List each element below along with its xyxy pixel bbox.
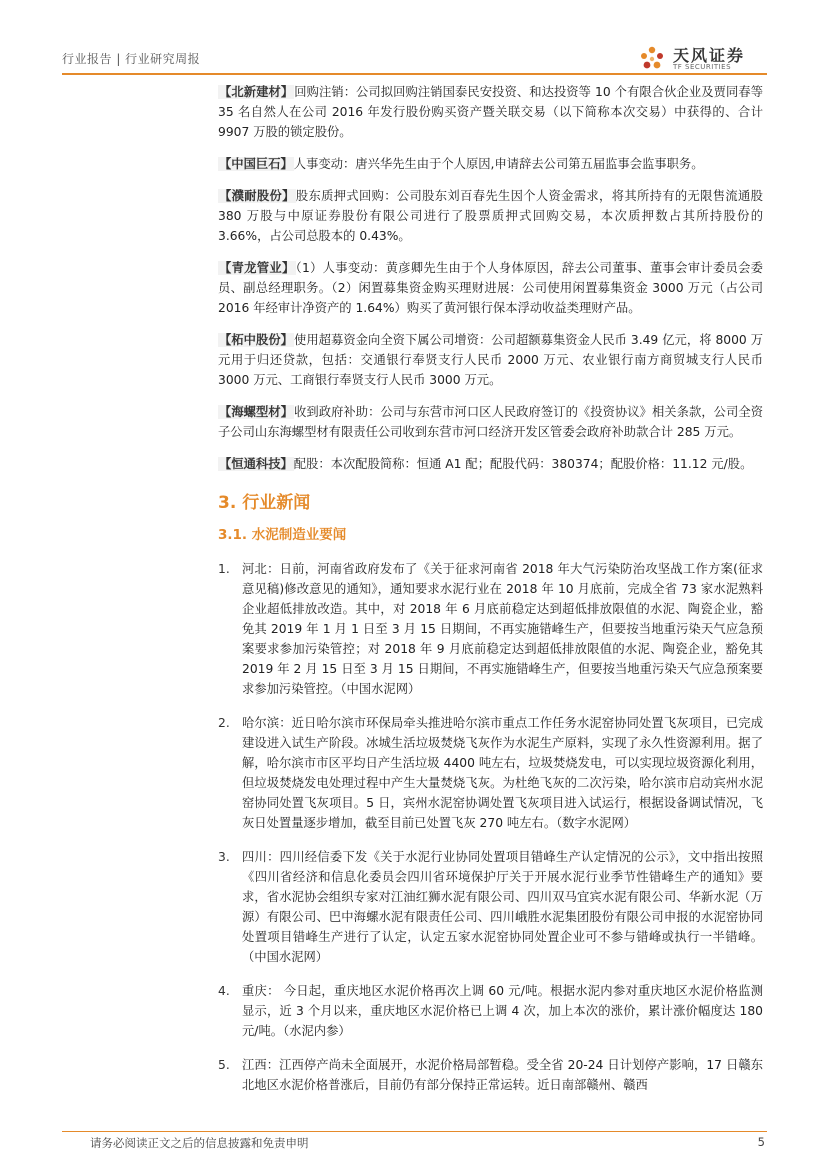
- logo-english-name: TF SECURITIES: [673, 63, 732, 71]
- company-tag: 【濮耐股份】: [219, 189, 295, 203]
- company-tag: 【海螺型材】: [219, 405, 294, 419]
- news-list-item: [218, 1055, 763, 1095]
- list-number: 5.: [218, 1058, 230, 1072]
- list-number: 2.: [218, 716, 230, 730]
- announcement-text: 回购注销：公司拟回购注销国泰民安投资、和达投资等 10 个有限合伙企业及贾同春等 35 名自然人在公司 2016 年发行股份购买资产暨关联交易（以下简称本次交易）中获得的、合计 9907 万股的锁定股份。: [218, 85, 763, 139]
- news-list-item: [218, 713, 763, 833]
- announcement-text: 人事变动：唐兴华先生由于个人原因,申请辞去公司第五届监事会监事职务。: [293, 157, 704, 171]
- announcement-text: 股东质押式回购：公司股东刘百春先生因个人资金需求，将其所持有的无限售流通股 380 万股与中原证券股份有限公司进行了股票质押式回购交易，本次质押数占其所持股份的 3.66%，占公司总股本的 0.43%。: [218, 189, 763, 243]
- subsection-heading: 3.1. 水泥制造业要闻: [218, 527, 347, 543]
- company-tag: 【中国巨石】: [219, 157, 293, 171]
- announcement-text: 使用超募资金向全资下属公司增资：公司超额募集资金人民币 3.49 亿元，将 8000 万元用于归还贷款，包括：交通银行奉贤支行人民币 2000 万元、农业银行南方商贸城支行人民币 3000 万元、工商银行奉贤支行人民币 3000 万元。: [218, 333, 763, 387]
- announcement-text: （1）人事变动：黄彦卿先生由于个人身体原因，辞去公司董事、董事会审计委员会委员、副总经理职务。（2）闲置募集资金购买理财进展：公司使用闲置募集资金 3000 万元（占公司 2016 年经审计净资产的 1.64%）购买了黄河银行保本浮动收益类理财产品。: [218, 261, 763, 315]
- list-number: 1.: [218, 562, 230, 576]
- announcement-item: [218, 186, 763, 246]
- footer-divider: [62, 1131, 767, 1132]
- main-content: [218, 82, 763, 1109]
- announcement-item: [218, 258, 763, 318]
- company-logo: [637, 42, 767, 76]
- news-list-item: [218, 847, 763, 967]
- company-tag: 【恒通科技】: [219, 457, 293, 471]
- list-number: 3.: [218, 850, 230, 864]
- list-number: 4.: [218, 984, 230, 998]
- company-tag: 【柘中股份】: [219, 333, 293, 347]
- news-text: 河北：日前，河南省政府发布了《关于征求河南省 2018 年大气污染防治攻坚战工作方案(征求意见稿)修改意见的通知》，通知要求水泥行业在 2018 年 10 月底前，完成全省 73 家水泥熟料企业超低排放改造。其中，对 2018 年 6 月底前稳定达到超低排放限值的水泥、陶瓷企业，豁免其 2019 年 1 月 1 日至 3 月 15 日期间，不再实施错峰生产，但要按当地重污染天气应急预案要求参加污染管控；对 2018 年 9 月底前稳定达到超低排放限值的水泥、陶瓷企业，豁免其 2019 年 2 月 15 日至 3 月 15 日期间，不再实施错峰生产，但要按当地重污染天气应急预案要求参加污染管控。（中国水泥网）: [242, 562, 763, 696]
- announcement-text: 收到政府补助：公司与东营市河口区人民政府签订的《投资协议》相关条款，公司全资子公司山东海螺型材有限责任公司收到东营市河口经济开发区管委会政府补助款合计 285 万元。: [218, 405, 763, 439]
- news-text: 哈尔滨：近日哈尔滨市环保局牵头推进哈尔滨市重点工作任务水泥窑协同处置飞灰项目，已完成建设进入试生产阶段。冰城生活垃圾焚烧飞灰作为水泥生产原料，实现了永久性资源利用。据了解，哈尔滨市市区平均日产生活垃圾 4400 吨左右，垃圾焚烧发电，可以实现垃圾资源化利用，但垃圾焚烧发电处理过程中产生大量焚烧飞灰。为杜绝飞灰的二次污染，哈尔滨市启动宾州水泥窑协同处置飞灰项目。5 日，宾州水泥窑协调处置飞灰项目进入试运行，根据设备调试情况，飞灰日处置量逐步增加，截至目前已处置飞灰 270 吨左右。（数字水泥网）: [242, 716, 763, 830]
- tf-logo-icon: [637, 44, 667, 74]
- news-list-item: [218, 981, 763, 1041]
- report-type-label: 行业报告 | 行业研究周报: [62, 52, 201, 66]
- announcement-item: [218, 402, 763, 442]
- news-text: 重庆： 今日起，重庆地区水泥价格再次上调 60 元/吨。根据水泥内参对重庆地区水泥价格监测显示，近 3 个月以来，重庆地区水泥价格已上调 4 次，加上本次的涨价，累计涨价幅度达 180 元/吨。（水泥内参）: [242, 984, 763, 1038]
- announcement-item: [218, 330, 763, 390]
- news-list-item: [218, 559, 763, 699]
- news-text: 四川：四川经信委下发《关于水泥行业协同处置项目错峰生产认定情况的公示》，文中指出按照《四川省经济和信息化委员会四川省环境保护厅关于开展水泥行业季节性错峰生产的通知》要求，省水泥协会组织专家对江油红狮水泥有限公司、四川双马宜宾水泥有限公司、华新水泥（万源）有限公司、巴中海螺水泥有限责任公司、四川峨胜水泥集团股份有限公司申报的水泥窑协同处置项目错峰生产进行了认定，认定五家水泥窑协同处置企业可不参与错峰或执行一半错峰。（中国水泥网）: [242, 850, 763, 964]
- news-text: 江西：江西停产尚未全面展开，水泥价格局部暂稳。受全省 20-24 日计划停产影响，17 日赣东北地区水泥价格普涨后，目前仍有部分保持正常运转。近日南部赣州、赣西: [242, 1058, 763, 1092]
- page-number: 5: [757, 1135, 765, 1149]
- announcement-item: [218, 82, 763, 142]
- footer-disclaimer: 请务必阅读正文之后的信息披露和免责申明: [90, 1136, 309, 1150]
- section-heading: 3. 行业新闻: [218, 493, 311, 513]
- header-divider: [62, 73, 767, 75]
- announcement-item: [218, 454, 763, 474]
- logo-chinese-name: 天风证券: [673, 46, 746, 65]
- announcement-text: 配股：本次配股简称：恒通 A1 配；配股代码：380374；配股价格：11.12 元/股。: [293, 457, 753, 471]
- company-tag: 【北新建材】: [219, 85, 294, 99]
- company-tag: 【青龙管业】: [219, 261, 295, 275]
- announcement-item: [218, 154, 763, 174]
- page-header: [62, 42, 767, 76]
